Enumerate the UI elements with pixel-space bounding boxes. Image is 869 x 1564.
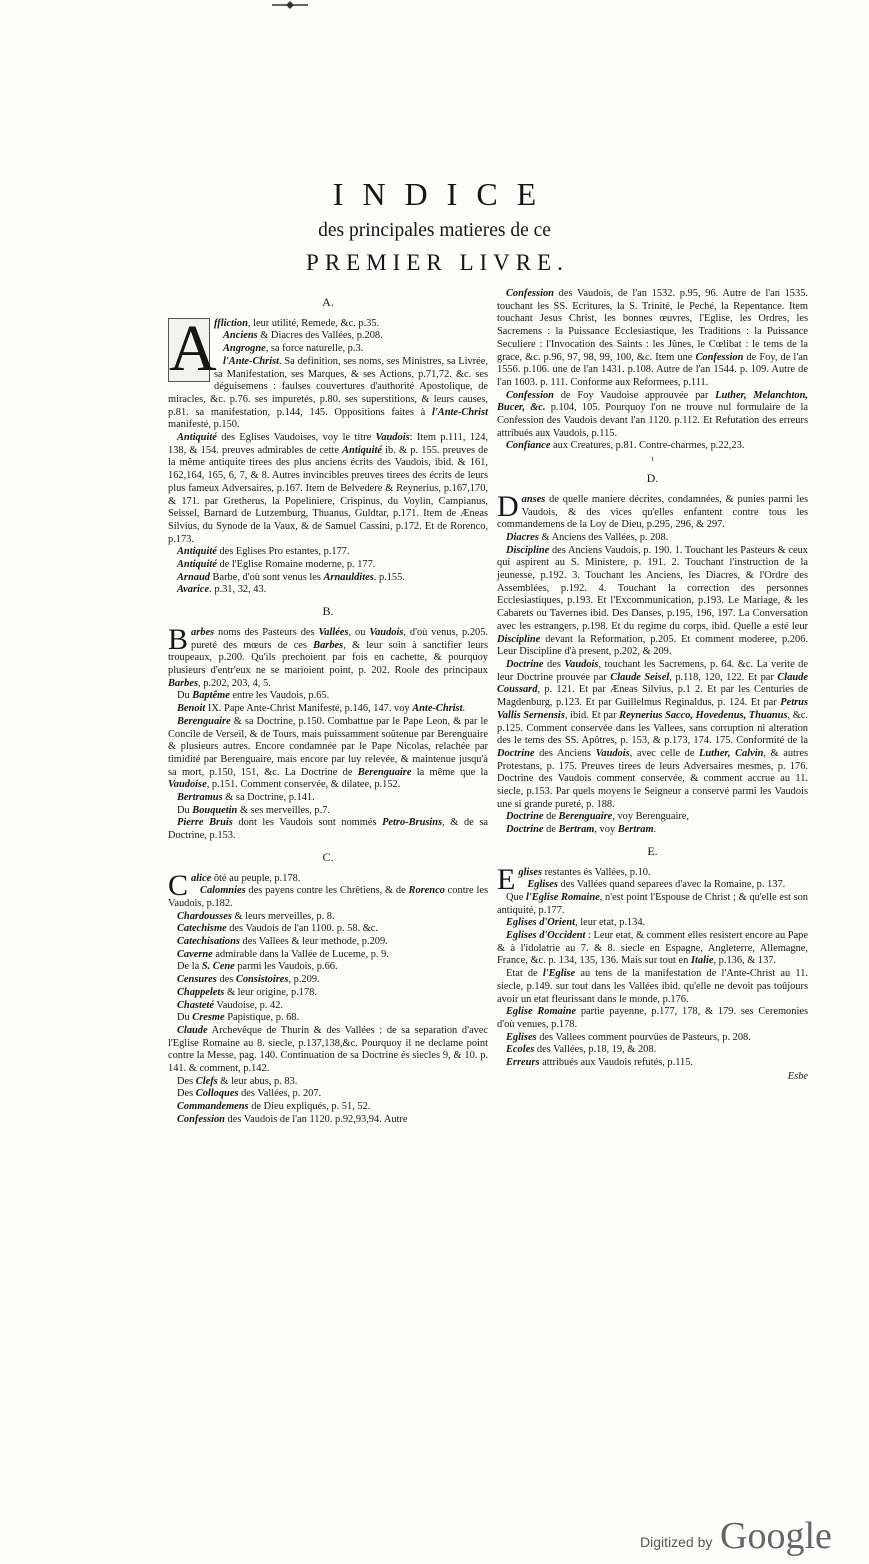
index-text: ib. & p. 155. preuves de la même antiquite tirees des plus anciens écrits des Vaudois, ibid. & 161, 162,164, 165, 6, 7, & 8. Autres invincibles preuves tirees des écrits de leurs plus fameux Adversaires, p.167. Item de Belvedere & Reynerius, p.167,170, & 171. par Gretherus, la Popeliniere, Crispinus, du Voylin, Campianus, Seissel, Barnard de Lutzemburg, Thuanus, Guldtar, p.171. Item de Æneas Silvius, du Synode de la Vaux, & de Samuel Cassini, p.172. Et de Rorenco, p.173. xyxy=(168,444,488,545)
index-text: , p.118, 120, 122. Et par xyxy=(669,671,778,683)
index-keyword: Eglises d'Occident xyxy=(506,930,586,942)
index-keyword: Erreurs xyxy=(506,1057,540,1069)
index-text: , sa force naturelle, p.3. xyxy=(265,343,364,355)
index-keyword: Chardousses xyxy=(177,910,232,922)
index-text: : Item p.111, 124, 138, & 154. preuves admirables de cette xyxy=(168,432,488,456)
index-keyword: Discipline xyxy=(506,544,550,556)
index-keyword: Claude xyxy=(177,1024,208,1036)
index-text: & sa Doctrine, p.150. Combattue par le Pape Leon, & par le Concile de Verseil, & de Tours, mais puissamment soûtenue par Berenguaire & plusieurs autres. Encore condamnée par le Pape Nicolas, relachée par timidité par Berenguaire, mais encore par luy relevée, & maintenue jusqu'à sa mort, p.150, 151, &c. La Doctrine de xyxy=(168,715,488,778)
index-keyword: Bertram xyxy=(558,824,595,836)
index-text: & leurs merveilles, p. 8. xyxy=(231,910,335,922)
index-text: : Leur etat, & comment elles resistert encore au Pape & à l'idolatrie au 7. & 8. siecle en Espagne, Angleterre, Allemagne, France, &c. p. 134, 135, 136. Mais sur tout en xyxy=(497,930,808,967)
index-keyword: Caverne xyxy=(177,948,213,960)
catchword: Esbe xyxy=(787,1070,808,1082)
index-keyword: Commandemens xyxy=(177,1101,249,1113)
index-text: contre les Vaudois, p.182. xyxy=(168,885,488,909)
index-keyword: Berenguaire xyxy=(357,766,412,778)
index-text: , voy xyxy=(594,824,618,836)
index-keyword: Vaudois xyxy=(595,747,630,759)
index-text: restantes és Vallées, p.10. xyxy=(542,866,651,878)
index-text: , &c. p.125. Comment conservée dans les Vallees, sans corruption ni alteration des le tems des SS. Apôtres, p. 153, & p.173, 174. 175. Conformité de la xyxy=(497,709,808,747)
index-entry xyxy=(168,1025,488,1076)
index-keyword: Luther, Melanchton, Bucer, &c. xyxy=(497,389,808,414)
index-text: de quelle maniere décrites, condamnées, & punies parmi les Vaudois, & des vices qu'elles enfantent contre tous les commandemens de la Loy de Dieu, p.295, 296, & 297. xyxy=(497,493,808,531)
index-entry xyxy=(497,811,808,824)
index-text: , voy Berenguaire, xyxy=(612,811,689,823)
index-entry xyxy=(497,930,808,968)
index-keyword: Claude Coussard xyxy=(497,671,808,696)
index-keyword: Petrus Vallis Sernensis xyxy=(497,697,808,721)
decorative-rule-icon xyxy=(272,0,308,10)
index-text: & leur origine, p.178. xyxy=(224,986,317,998)
index-keyword: Eglises xyxy=(527,879,558,891)
index-entry xyxy=(497,1032,808,1045)
index-keyword: Confession xyxy=(695,351,744,363)
index-text: , touchant les Sacremens, p. 64. &c. La verite de leur Doctrine prouvée par xyxy=(497,658,808,683)
index-title: INDICE xyxy=(332,176,556,212)
index-text: , p.136, & 137. xyxy=(713,955,777,967)
index-keyword: Consistoires xyxy=(235,974,289,986)
index-text: , & de sa Doctrine, p.153. xyxy=(168,817,488,842)
index-text: des xyxy=(543,658,565,670)
index-keyword: l'Eglise Romaine xyxy=(526,891,600,903)
index-keyword: Arnauldites xyxy=(323,571,374,583)
index-entry xyxy=(168,559,488,572)
index-entry xyxy=(497,288,808,390)
index-keyword: Avarice xyxy=(177,584,210,596)
index-text: Du xyxy=(177,804,193,816)
index-keyword: Reynerius Sacco, Hovedenus, Thuanus xyxy=(619,709,788,721)
index-entry xyxy=(497,824,808,837)
index-keyword: Ecoles xyxy=(506,1044,535,1056)
index-text: Du xyxy=(177,1012,193,1024)
index-text: Des xyxy=(177,1088,196,1100)
index-entry xyxy=(168,622,488,691)
index-text: & ses merveilles, p.7. xyxy=(237,804,330,816)
index-entry xyxy=(168,690,488,703)
index-keyword: Catechisme xyxy=(177,923,227,935)
index-keyword: Vaudoise xyxy=(168,779,207,791)
index-text: . p.31, 32, 43. xyxy=(209,584,267,596)
index-text: Que xyxy=(506,891,527,903)
index-keyword: Petro-Brusins xyxy=(382,817,443,829)
index-keyword: Barbes xyxy=(313,639,344,651)
index-text: , & autres Protestans, p. 175. Preuves tirees de leurs Adversaires mesmes, p. 176. Doctrine des Vaudois comment conservée, & comment accrue au 11. siecle, p.153. Par quels moyens le Seigneur a conservé parmi les Vaudois une si grande pureté, p. 188. xyxy=(497,747,809,810)
drop-cap: E xyxy=(497,862,516,896)
index-entry xyxy=(168,1076,488,1089)
index-text: des payens contre les Chrêtiens, & de xyxy=(245,885,409,897)
index-entry xyxy=(497,659,808,811)
index-text: & Anciens des Vallées, p. 208. xyxy=(538,531,669,543)
index-entry xyxy=(168,1088,488,1101)
index-keyword: Clefs xyxy=(195,1075,218,1087)
index-keyword: Confession xyxy=(506,288,554,299)
index-keyword: Confession xyxy=(506,389,554,401)
index-keyword: Discipline xyxy=(497,633,541,645)
index-entry xyxy=(497,1057,808,1070)
index-text: des Vaudois de l'an 1100. p. 58. &c. xyxy=(226,923,379,935)
index-entry xyxy=(497,968,808,1006)
index-keyword: S. Cene xyxy=(201,961,235,973)
index-text: , leur etat, p.134. xyxy=(575,917,646,929)
index-keyword: Chappelets xyxy=(177,986,225,998)
index-keyword: l'Ante-Christ xyxy=(431,406,488,418)
index-text: des Vaudois, de l'an 1532. p.95, 96. Autre de l'an 1535. touchant les SS. Ecritures, la S. Trinité, le Peché, la Repentance. Item touchant Jesus Christ, les bonnes œuvres, l'Eglise, les Ordres, les Sacremens : la Puissance Ecclesiastique, les Traditions : la Puissance Seculiere : l'Invocation des Saints : les Jûnes, le Cœlibat : le tems de la grace, &c. p.96, 97, 98, 99, 100, &c. Item une xyxy=(497,288,808,363)
index-entry xyxy=(497,390,808,441)
index-text: entre les Vaudois, p.65. xyxy=(229,690,330,702)
index-entry xyxy=(168,1012,488,1025)
index-keyword: Rorenco xyxy=(408,885,445,897)
index-text: la même que la xyxy=(411,766,488,778)
index-text: des Vallees & leur methode, p.209. xyxy=(239,936,388,948)
index-text: de Dieu expliqués, p. 51, 52. xyxy=(248,1101,371,1113)
index-keyword: Eglises xyxy=(506,1031,537,1043)
index-entry xyxy=(497,917,808,930)
index-entry xyxy=(168,987,488,1000)
index-text: de xyxy=(543,824,559,836)
index-keyword: Confession xyxy=(177,1113,225,1125)
index-text: & leur abus, p. 83. xyxy=(217,1075,298,1087)
section-letter-heading: A. xyxy=(322,295,334,309)
index-text: , n'est point l'Espouse de Christ ; & qu'elle est son antiquité, p.177. xyxy=(497,891,808,916)
index-keyword: Antiquité xyxy=(177,432,217,444)
index-keyword: Luther, Calvin xyxy=(699,747,764,759)
index-keyword: Antiquité xyxy=(177,559,217,571)
index-entry xyxy=(497,545,808,659)
index-keyword: Benoit xyxy=(177,703,206,715)
index-keyword: Vaudois xyxy=(375,432,410,444)
index-keyword: Pierre Bruis xyxy=(177,817,233,829)
index-text: de Foy, de l'an 1556. p.106. une de l'an 1431. p.108. Autre de l'an 1544. p. 109. Autre de l'an 1603. p. 111. Conforme aux Reformees, p.111. xyxy=(497,351,809,388)
index-keyword: anses xyxy=(521,493,546,505)
index-keyword: arbes xyxy=(191,626,215,638)
index-keyword: Calomnies xyxy=(200,885,246,897)
index-text: . xyxy=(462,703,466,715)
index-keyword: Ante-Christ xyxy=(412,703,463,715)
drop-cap: B xyxy=(168,622,189,656)
index-text: Etat de xyxy=(506,968,543,980)
index-entry xyxy=(497,532,808,545)
index-text: admirable dans la Vallée de Luceme, p. 9. xyxy=(212,948,389,960)
google-watermark xyxy=(640,1515,840,1560)
book-title: PREMIER LIVRE. xyxy=(306,250,569,275)
index-keyword: Colloques xyxy=(195,1088,239,1100)
index-keyword: alice xyxy=(191,872,212,884)
index-keyword: Berenguaire xyxy=(177,715,231,727)
drop-cap: A xyxy=(169,311,217,385)
index-keyword: Italie xyxy=(690,955,714,967)
index-entry xyxy=(168,1000,488,1013)
index-text: aux Creatures, p.81. Contre-charmes, p.22,23. xyxy=(550,440,745,452)
index-entry xyxy=(168,546,488,559)
index-text: , p. 121. Et par Æneas Silvius, p.1 2. Et par les Centuries de Magdenburg, p.123. Et par Guillelmus Reginaldus, p. 124. Et par xyxy=(497,684,808,709)
index-text: Papistique, p. 68. xyxy=(224,1012,300,1024)
index-text: des Vallées, p.18, 19, & 208. xyxy=(534,1044,657,1056)
drop-cap: C xyxy=(168,868,189,902)
drop-cap: D xyxy=(497,489,519,523)
index-entry xyxy=(497,1006,808,1031)
index-text: , ibid. Et par xyxy=(564,709,620,721)
index-text: au tens de la manifestation de l'Ante-Christ au 11. siecle, p.149. sur tout dans les Vallées ibid. qu'elle ne devoit pas toûjours avoir un etat fleurissant dans le monde, p.176. xyxy=(497,968,808,1005)
index-text: , d'où venus, p.205. pureté des mœurs de ces xyxy=(191,626,488,651)
index-text: p.104, 105. Pourquoy l'on ne trouve nul formulaire de la Confession des Vaudois devant l'an 1120. p.112. Et Refutation des erreurs attribués aux Vaudois, p.115. xyxy=(497,402,809,439)
index-keyword: Catechisations xyxy=(177,936,240,948)
index-entry xyxy=(168,974,488,987)
index-entry xyxy=(168,432,488,546)
index-keyword: Chasteté xyxy=(177,999,214,1011)
index-keyword: ffliction xyxy=(214,317,248,329)
index-entry xyxy=(168,572,488,585)
index-keyword: glises xyxy=(518,866,542,878)
index-text: des Eglises Pro estantes, p.177. xyxy=(216,546,350,558)
index-text: , p.209. xyxy=(288,974,320,986)
index-text: . Sa definition, ses noms, ses Ministres, sa Livrée, sa Manifestation, ses Marques, & ses Actions, p.71,72. &c. ses déguisemens : faulses couvertures d'authorité Apostolique, de miracles, &c. p.76. ses impuretés, p.80. ses superstitions, & leurs causes, p.81. sa manifestation, p.144, 145. Oppositions faites à xyxy=(168,355,488,418)
index-keyword: Vaudois xyxy=(564,658,599,670)
index-text: des Vallees comment pourvües de Pasteurs, p. 208. xyxy=(536,1031,751,1043)
index-keyword: Bouquetin xyxy=(192,804,238,816)
watermark-prefix: Digitized by xyxy=(640,1534,713,1550)
index-text: IX. Pape Ante-Christ Manifesté, p.146, 147. voy xyxy=(205,703,413,715)
index-keyword: Barbes xyxy=(168,677,199,689)
index-keyword: l'Eglise xyxy=(542,968,576,980)
index-entry xyxy=(168,584,488,597)
index-text: attribués aux Vaudois refutés, p.115. xyxy=(539,1057,694,1069)
index-keyword: Doctrine xyxy=(506,658,544,670)
index-keyword: Confiance xyxy=(506,440,551,452)
index-text: des Vallées quand separees d'avec la Romaine, p. 137. xyxy=(557,879,786,891)
index-entry xyxy=(497,440,808,453)
index-text: . xyxy=(653,824,657,836)
index-text: , leur utilité, Remede, &c. p.35. xyxy=(247,317,380,329)
index-entry xyxy=(497,879,808,892)
index-keyword: Vallées xyxy=(318,626,349,638)
index-keyword: Censures xyxy=(177,974,217,986)
index-keyword: Bertram xyxy=(617,824,654,836)
index-keyword: Berenguaire xyxy=(558,811,613,823)
index-text: ôté au peuple, p.178. xyxy=(211,872,301,884)
index-keyword: Doctrine xyxy=(497,747,535,759)
index-entry xyxy=(168,949,488,962)
index-keyword: Bertramus xyxy=(177,792,223,804)
index-keyword: Antiquité xyxy=(177,546,217,558)
index-keyword: Baptême xyxy=(192,690,230,702)
index-text: & sa Doctrine, p.141. xyxy=(222,792,315,804)
index-keyword: Antiquité xyxy=(342,444,382,456)
index-entry xyxy=(168,817,488,842)
index-entry xyxy=(168,923,488,936)
index-text: devant la Reformation, p.205. Et comment moderee, p.206. Leur Discipline d'à present, p.202, & 209. xyxy=(497,633,808,658)
index-keyword: Vaudois xyxy=(369,626,404,638)
index-entry xyxy=(168,1114,488,1127)
index-entry xyxy=(168,703,488,716)
index-text: . p.155. xyxy=(373,571,405,583)
index-text: de xyxy=(543,811,559,823)
index-entry xyxy=(168,1101,488,1114)
index-text: & Diacres des Vallées, p.208. xyxy=(257,330,383,342)
index-entry xyxy=(497,489,808,532)
index-text: des xyxy=(216,974,236,986)
index-text: des Vaudois de l'an 1120. p.92,93,94. Autre xyxy=(224,1113,408,1125)
index-text: , avec celle de xyxy=(629,747,700,759)
index-keyword: Doctrine xyxy=(506,824,544,836)
index-keyword: Cresme xyxy=(192,1012,225,1024)
index-text: des Anciens xyxy=(534,747,596,759)
google-logo: Google xyxy=(720,1515,832,1557)
index-text: des Anciens Vaudois, p. 190. 1. Touchant les Pasteurs & ceux qui aspirent au S. Ministere, p. 191. 2. Touchant l'instruction de la jeunesse, p.192. 3. Touchant les Anciens, les Diacres, & l'Ordre des Assemblées, p.192. 4. Touchant la correction des personnes Ecclesiastiques, p.193. Et l'Excommunication, p.193. Le Mariage, & les Cabarets ou Tavernes ibid. Des Danses, p.195, 196, 197. La Conversation avec les estrangers, p.198. Et du regime du corps, ibid. Quelle a esté leur xyxy=(497,544,808,632)
index-keyword: Claude Seisel xyxy=(610,671,670,683)
index-text: noms des Pasteurs des xyxy=(214,626,319,638)
index-text: des Eglises Vaudoises, voy le titre xyxy=(216,432,376,444)
left-index-column xyxy=(168,288,488,1127)
index-entry xyxy=(168,716,488,792)
index-text: manifesté, p.150. xyxy=(168,419,240,431)
index-entry xyxy=(168,805,488,818)
stray-mark: ι xyxy=(651,454,654,464)
index-entry xyxy=(168,936,488,949)
index-keyword: Eglises d'Orient xyxy=(506,917,575,929)
index-entry xyxy=(168,911,488,924)
index-text: Des xyxy=(177,1075,196,1087)
index-text: de Foy Vaudoise approuvée par xyxy=(553,389,716,401)
section-letter-heading: B. xyxy=(322,604,334,619)
index-text: dont les Vaudois sont nommés xyxy=(232,817,383,829)
index-text: parmi les Vaudois, p.66. xyxy=(234,961,338,973)
index-keyword: Diacres xyxy=(506,531,539,543)
section-letter-heading: E. xyxy=(647,843,658,858)
index-text: De la xyxy=(177,961,202,973)
index-text: Du xyxy=(177,690,193,702)
index-entry xyxy=(497,1044,808,1057)
index-subtitle: des principales matieres de ce xyxy=(318,220,551,241)
index-keyword: Doctrine xyxy=(506,811,544,823)
index-text: des Vallées, p. 207. xyxy=(238,1088,322,1100)
right-index-column xyxy=(497,288,808,1083)
index-text: Vaudoise, p. 42. xyxy=(213,999,284,1011)
index-text: Archevêque de Thurin & des Vallées : de sa separation d'avec l'Eglise Romaine au 8. siecle, p.137,138,&c. Pourquoy il ne declame point contre la Messe, pag. 140. Continuation de sa Doctrine és siecles 9, & 10. p. 141. & comment, p.142. xyxy=(168,1024,488,1075)
section-letter-heading: D. xyxy=(646,471,659,486)
index-keyword: Arnaud xyxy=(177,571,210,583)
index-text: , & leur soin à sanctifier leurs troupeaux, p.200. Qu'ils prechoient par fois en cachette, & pourquoy plusieurs d'entr'eux ne se marioient point, p. 202. Roole des principaux xyxy=(168,639,488,676)
index-entry xyxy=(168,885,488,910)
index-text: , ou xyxy=(348,626,370,638)
index-text: , p.151. Comment conservée, & dilatee, p.152. xyxy=(206,779,401,791)
index-entry xyxy=(168,961,488,974)
index-entry xyxy=(497,892,808,917)
index-text: Barbe, d'où sont venus les xyxy=(209,571,324,583)
index-text: partie payenne, p.177, 178, & 179. ses Ceremonies d'où venues, p.178. xyxy=(497,1006,808,1030)
index-text: , p.202, 203, 4, 5. xyxy=(198,677,271,689)
index-keyword: Anciens xyxy=(223,330,258,342)
index-text: de l'Eglise Romaine moderne, p. 177. xyxy=(216,559,376,571)
section-letter-heading: C. xyxy=(322,849,334,864)
index-keyword: Eglise Romaine xyxy=(506,1006,577,1018)
index-keyword: Angrogne xyxy=(223,343,266,355)
index-keyword: l'Ante-Christ xyxy=(223,355,280,367)
index-entry xyxy=(168,792,488,805)
